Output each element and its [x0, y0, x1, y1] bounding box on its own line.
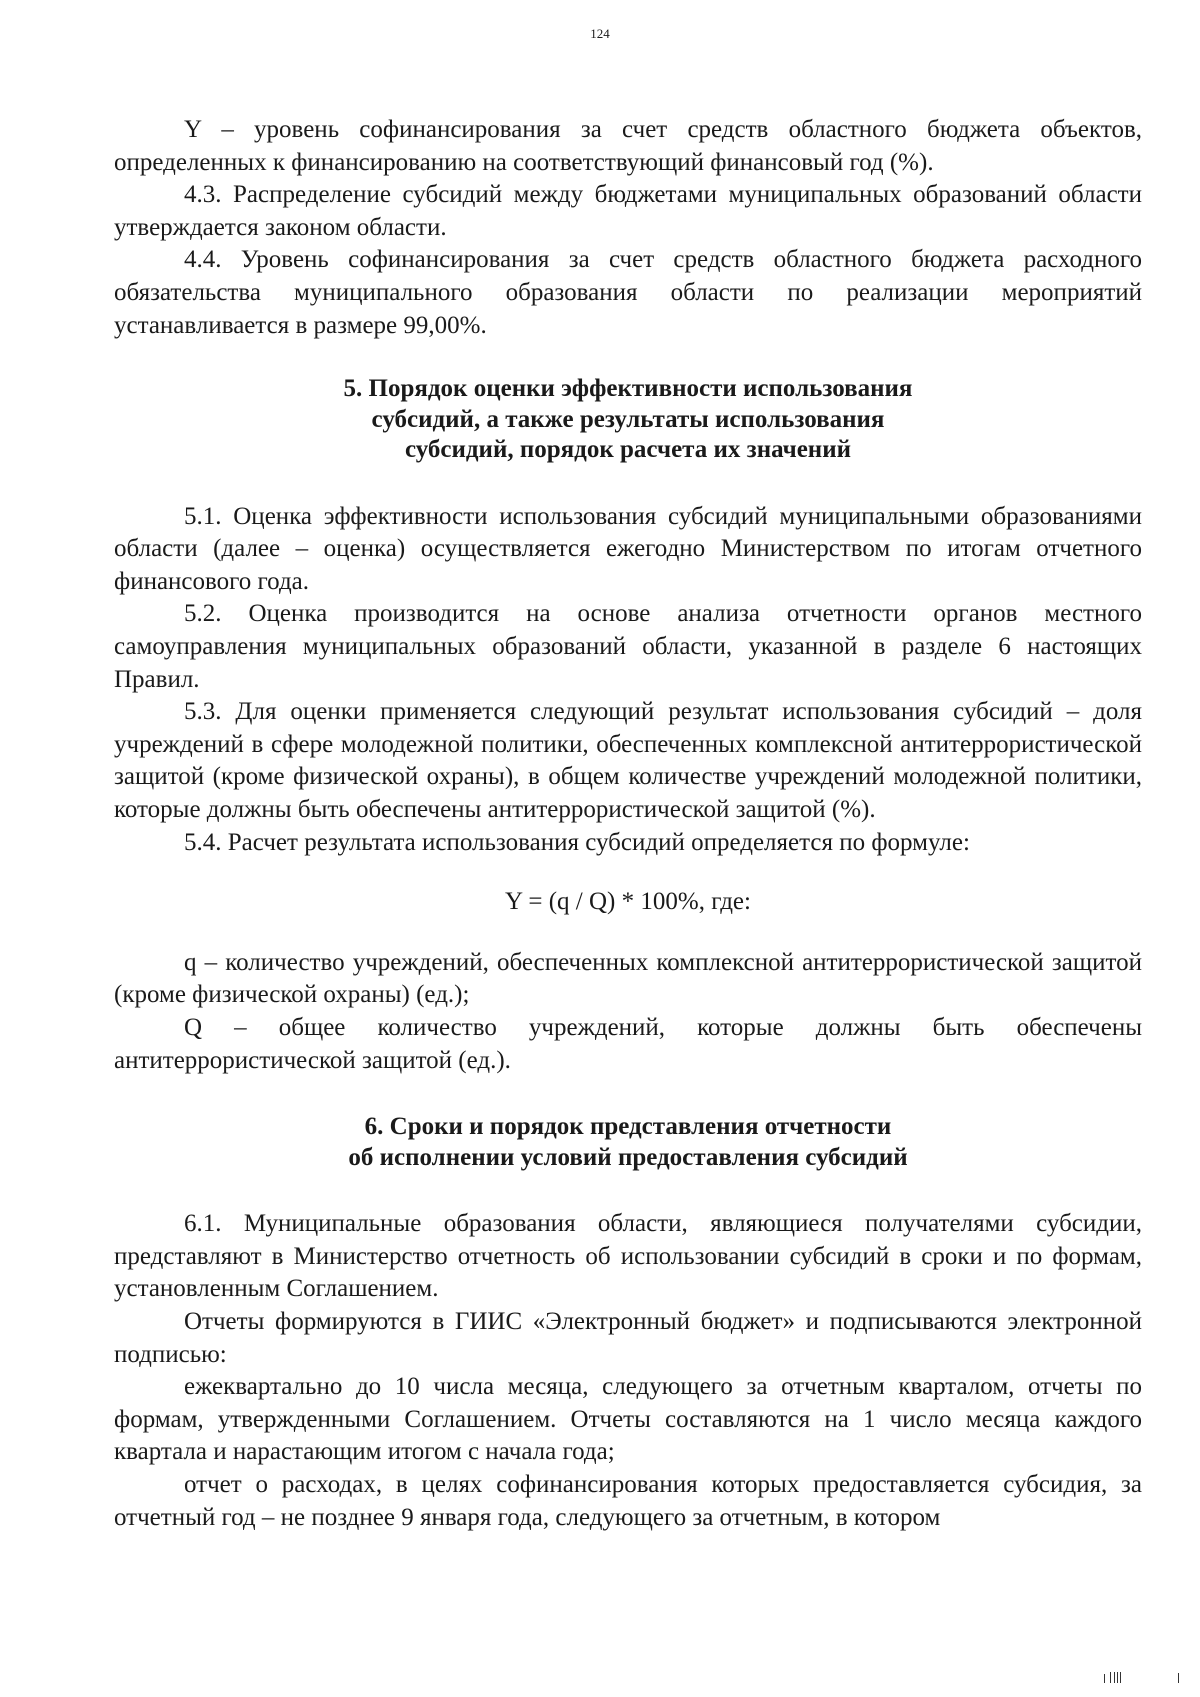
section-5-heading-line-3: субсидий, порядок расчета их значений — [404, 436, 852, 464]
paragraph-5-1: 5.1. Оценка эффективности использования субсидий муниципальными образованиями области (далее – оценка) осуществляется ежегодно Министерством по итогам отчетного финансового года. — [114, 502, 1142, 595]
section-6-heading-line-1: 6. Сроки и порядок представления отчетности — [364, 1113, 892, 1141]
formula: Y = (q / Q) * 100%, где: — [505, 888, 751, 916]
section-6-heading-line-2: об исполнении условий предоставления субсидий — [348, 1143, 908, 1171]
document-body — [114, 114, 1142, 1534]
section-5-heading — [114, 374, 1142, 466]
section-5-heading-line-2: субсидий, а также результаты использования — [371, 405, 885, 433]
page-number: 124 — [590, 26, 610, 41]
paragraph-6-1: 6.1. Муниципальные образования области, являющиеся получателями субсидии, представляют в Министерство отчетность об использовании субсидий в сроки и по формам, установленным Соглашением. — [114, 1210, 1142, 1303]
paragraph-5-4: 5.4. Расчет результата использования субсидий определяется по формуле: — [184, 828, 970, 856]
scan-artifact-marks — [1000, 1669, 1200, 1683]
paragraph-4-4: 4.4. Уровень софинансирования за счет средств областного бюджета расходного обязательства муниципального образования области по реализации мероприятий устанавливается в размере 99,00%. — [114, 246, 1142, 339]
paragraph-y-definition: Y – уровень софинансирования за счет средств областного бюджета объектов, определенных к финансированию на соответствующий финансовый год (%). — [114, 116, 1142, 176]
definition-q: q – количество учреждений, обеспеченных комплексной антитеррористической защитой (кроме физической охраны) (ед.); — [114, 948, 1142, 1009]
paragraph-quarterly-reports: ежеквартально до 10 числа месяца, следующего за отчетным кварталом, отчеты по формам, утвержденными Соглашением. Отчеты составляются на 1 число месяца каждого квартала и нарастающим итогом с начала года; — [114, 1373, 1142, 1466]
paragraph-reports-format: Отчеты формируются в ГИИС «Электронный бюджет» и подписываются электронной подписью: — [114, 1307, 1142, 1368]
definition-Q: Q – общее количество учреждений, которые должны быть обеспечены антитеррористической защитой (ед.). — [114, 1013, 1142, 1074]
section-5-heading-line-1: 5. Порядок оценки эффективности использования — [343, 375, 913, 403]
paragraph-5-2: 5.2. Оценка производится на основе анализа отчетности органов местного самоуправления муниципальных образований области, указанной в разделе 6 настоящих Правил. — [114, 600, 1142, 693]
paragraph-4-3: 4.3. Распределение субсидий между бюджетами муниципальных образований области утверждается законом области. — [114, 181, 1142, 241]
paragraph-annual-report: отчет о расходах, в целях софинансирования которых предоставляется субсидия, за отчетный год – не позднее 9 января года, следующего за отчетным, в котором — [114, 1470, 1142, 1531]
section-6-heading — [114, 1112, 1142, 1173]
paragraph-5-3: 5.3. Для оценки применяется следующий результат использования субсидий – доля учреждений в сфере молодежной политики, обеспеченных комплексной антитеррористической защитой (кроме физической охраны), в общем количестве учреждений молодежной политики, которые должны быть обеспечены антитеррористической защитой (%). — [114, 698, 1142, 823]
